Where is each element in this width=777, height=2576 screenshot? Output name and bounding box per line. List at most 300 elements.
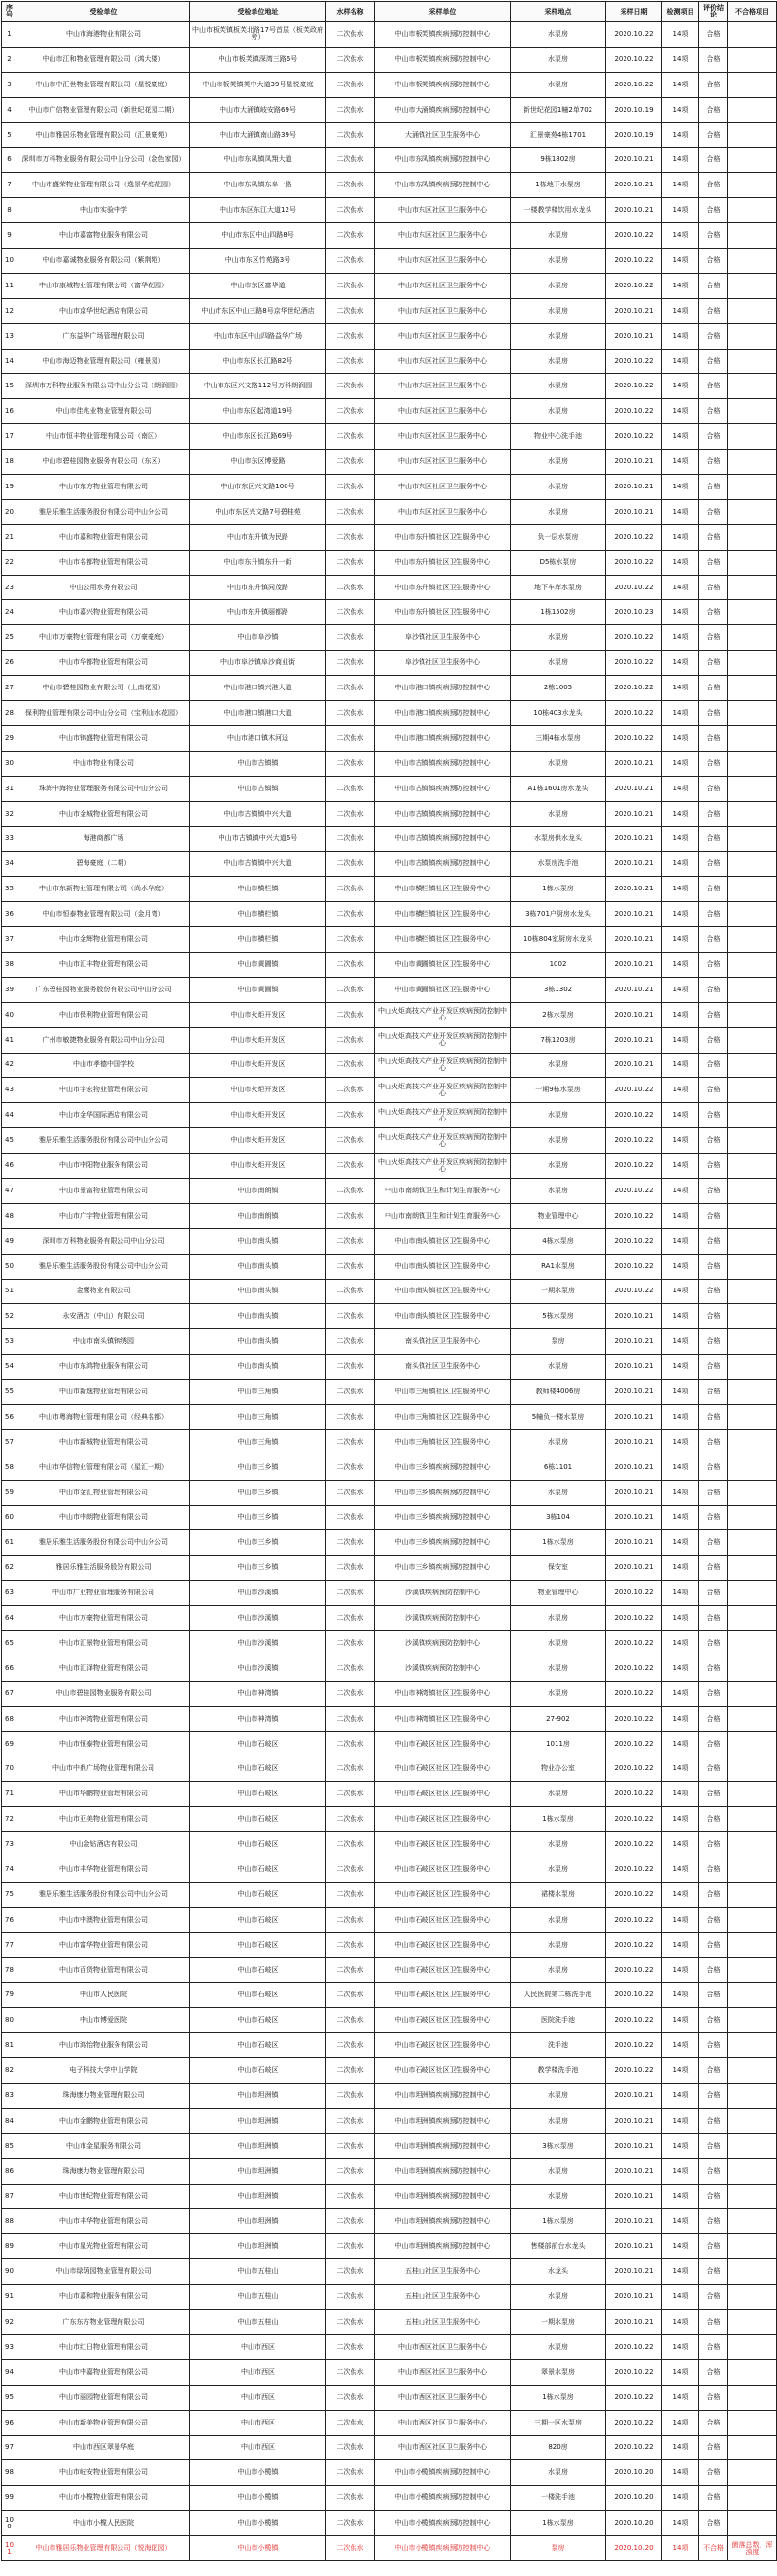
cell-test-items: 14项 (662, 701, 699, 726)
cell-sampling-unit: 中山市东区社区卫生服务中心 (375, 198, 511, 223)
cell-sampling-date: 2020.10.22 (606, 1807, 662, 1832)
cell-conclusion: 合格 (699, 1983, 728, 2008)
cell-sampling-date: 2020.10.22 (606, 701, 662, 726)
cell-failed-items (728, 2334, 777, 2359)
table-row (2, 575, 777, 600)
cell-test-items: 14项 (662, 1254, 699, 1279)
cell-sample-name: 二次供水 (326, 22, 375, 48)
cell-sampling-unit: 中山市南头镇社区卫生服务中心 (375, 1279, 511, 1304)
cell-sampling-location: 水泵房 (511, 1932, 606, 1957)
header-conclusion: 评价结论 (699, 2, 728, 22)
cell-test-items: 14项 (662, 575, 699, 600)
cell-inspected-unit: 中山市碧桂园物业服务有限公司 (17, 1681, 190, 1706)
table-row (2, 600, 777, 625)
cell-unit-address: 中山市小榄镇 (190, 2460, 326, 2486)
cell-index: 56 (2, 1404, 17, 1429)
cell-index: 57 (2, 1429, 17, 1455)
cell-sample-name: 二次供水 (326, 72, 375, 97)
cell-test-items: 14项 (662, 751, 699, 776)
cell-test-items: 14项 (662, 72, 699, 97)
cell-sampling-date: 2020.10.21 (606, 1380, 662, 1405)
cell-sampling-unit: 中山市三乡镇疾病预防控制中心 (375, 1480, 511, 1505)
cell-test-items: 14项 (662, 676, 699, 701)
cell-conclusion: 合格 (699, 1731, 728, 1756)
cell-test-items: 14项 (662, 1053, 699, 1078)
cell-failed-items (728, 2234, 777, 2259)
cell-sampling-unit: 中山市东区社区卫生服务中心 (375, 424, 511, 450)
cell-index: 5 (2, 122, 17, 148)
cell-inspected-unit: 中山市东新物业管理有限公司（尚水华庭） (17, 877, 190, 902)
cell-unit-address: 中山市东区长江路82号 (190, 349, 326, 374)
cell-sampling-location: A1栋1601房水龙头 (511, 776, 606, 801)
cell-inspected-unit: 中山市南头镇锦绣园 (17, 1329, 190, 1355)
table-row (2, 1631, 777, 1656)
cell-sample-name: 二次供水 (326, 1279, 375, 1304)
cell-index: 28 (2, 701, 17, 726)
cell-conclusion: 合格 (699, 223, 728, 249)
cell-sampling-unit: 中山市石岐区社区卫生服务中心 (375, 1957, 511, 1983)
cell-test-items: 14项 (662, 1581, 699, 1606)
cell-inspected-unit: 中山市华信物业管理有限公司（星汇一期） (17, 1455, 190, 1480)
cell-conclusion: 合格 (699, 1505, 728, 1530)
cell-sampling-date: 2020.10.22 (606, 1756, 662, 1782)
table-row (2, 1556, 777, 1581)
cell-index: 93 (2, 2334, 17, 2359)
cell-test-items: 14项 (662, 1103, 699, 1128)
table-row (2, 1404, 777, 1429)
cell-inspected-unit: 中山市汇景物业管理有限公司 (17, 1631, 190, 1656)
cell-unit-address: 中山市大涌镇岐安路69号 (190, 97, 326, 122)
cell-failed-items (728, 1178, 777, 1203)
cell-test-items: 14项 (662, 2209, 699, 2234)
cell-failed-items (728, 2310, 777, 2335)
cell-failed-items (728, 676, 777, 701)
cell-sampling-date: 2020.10.21 (606, 826, 662, 852)
table-row (2, 1480, 777, 1505)
cell-test-items: 14项 (662, 1983, 699, 2008)
cell-inspected-unit: 中山市丽园物业管理有限公司 (17, 2385, 190, 2410)
cell-sampling-location: 一楼教学楼饮用水龙头 (511, 198, 606, 223)
cell-sampling-unit: 中山市横栏镇社区卫生服务中心 (375, 902, 511, 927)
cell-failed-items (728, 1907, 777, 1932)
cell-conclusion: 合格 (699, 2184, 728, 2209)
cell-index: 46 (2, 1154, 17, 1179)
cell-inspected-unit: 雅居乐雅生活服务股份有限公司中山分公司 (17, 1882, 190, 1907)
cell-conclusion: 合格 (699, 676, 728, 701)
cell-sample-name: 二次供水 (326, 1581, 375, 1606)
cell-sampling-unit: 中山火炬高技术产业开发区疾病预防控制中心 (375, 1002, 511, 1027)
cell-inspected-unit: 中山市神湾物业管理有限公司 (17, 1706, 190, 1731)
cell-sampling-location: 7栋1203房 (511, 1027, 606, 1053)
cell-unit-address: 中山市南头镇 (190, 1279, 326, 1304)
cell-test-items: 14项 (662, 1530, 699, 1556)
cell-conclusion: 合格 (699, 249, 728, 274)
table-row (2, 952, 777, 977)
cell-sample-name: 二次供水 (326, 1329, 375, 1355)
table-row (2, 1656, 777, 1681)
cell-failed-items (728, 1053, 777, 1078)
cell-unit-address: 中山市古镇镇 (190, 751, 326, 776)
cell-sampling-date: 2020.10.21 (606, 173, 662, 198)
table-row (2, 1429, 777, 1455)
cell-sample-name: 二次供水 (326, 2435, 375, 2460)
cell-sampling-location: 820房 (511, 2435, 606, 2460)
cell-sampling-location: 水泵房 (511, 2108, 606, 2133)
cell-inspected-unit: 永安酒店（中山）有限公司 (17, 1304, 190, 1329)
table-row (2, 1581, 777, 1606)
cell-sampling-unit: 中山市西区社区卫生服务中心 (375, 2359, 511, 2385)
cell-index: 2 (2, 47, 17, 72)
cell-sample-name: 二次供水 (326, 475, 375, 500)
cell-sampling-unit: 中山市小榄镇疾病预防控制中心 (375, 2511, 511, 2536)
table-row (2, 852, 777, 877)
cell-index: 59 (2, 1480, 17, 1505)
cell-sampling-date: 2020.10.22 (606, 1203, 662, 1228)
cell-sampling-date: 2020.10.22 (606, 2008, 662, 2033)
cell-sampling-unit: 中山市黄圃镇社区卫生服务中心 (375, 952, 511, 977)
cell-inspected-unit: 中山市金星服务有限公司 (17, 2133, 190, 2158)
cell-sampling-date: 2020.10.22 (606, 1631, 662, 1656)
cell-sampling-location: 1栋水泵房 (511, 1807, 606, 1832)
cell-sample-name: 二次供水 (326, 424, 375, 450)
cell-sample-name: 二次供水 (326, 2108, 375, 2133)
cell-inspected-unit: 中山市碧桂园物业有限公司（上南花园） (17, 676, 190, 701)
table-row (2, 399, 777, 424)
cell-index: 99 (2, 2486, 17, 2511)
cell-sampling-unit: 中山市东区社区卫生服务中心 (375, 450, 511, 475)
cell-index: 89 (2, 2234, 17, 2259)
cell-inspected-unit: 中山市中朗物业管理有限公司 (17, 1505, 190, 1530)
cell-failed-items (728, 1254, 777, 1279)
cell-failed-items (728, 1782, 777, 1807)
cell-sampling-date: 2020.10.21 (606, 2108, 662, 2133)
cell-conclusion: 合格 (699, 2084, 728, 2109)
cell-test-items: 14项 (662, 2184, 699, 2209)
cell-conclusion: 合格 (699, 1656, 728, 1681)
cell-unit-address: 中山市小榄镇 (190, 2536, 326, 2561)
cell-failed-items (728, 198, 777, 223)
cell-test-items: 14项 (662, 22, 699, 48)
cell-conclusion: 合格 (699, 2310, 728, 2335)
cell-sampling-date: 2020.10.20 (606, 2486, 662, 2511)
cell-sampling-unit: 中山市小榄镇疾病预防控制中心 (375, 2536, 511, 2561)
cell-sampling-date: 2020.10.22 (606, 2385, 662, 2410)
cell-sampling-location: 1栋地下水泵房 (511, 173, 606, 198)
cell-test-items: 14项 (662, 323, 699, 349)
cell-sampling-location: 泵房 (511, 1329, 606, 1355)
cell-inspected-unit: 中山市嘉富物业服务有限公司 (17, 223, 190, 249)
cell-failed-items (728, 1756, 777, 1782)
header-sampling-location: 采样地点 (511, 2, 606, 22)
cell-conclusion: 合格 (699, 524, 728, 550)
cell-index: 48 (2, 1203, 17, 1228)
cell-sampling-unit: 中山市三角镇社区卫生服务中心 (375, 1380, 511, 1405)
cell-sampling-unit: 中山市石岐区社区卫生服务中心 (375, 2008, 511, 2033)
cell-unit-address: 中山市东区长江路69号 (190, 424, 326, 450)
cell-unit-address: 中山市西区 (190, 2410, 326, 2435)
cell-inspected-unit: 中山市百货物业管理有限公司 (17, 1957, 190, 1983)
table-row (2, 1983, 777, 2008)
cell-unit-address: 中山市坦洲镇 (190, 2234, 326, 2259)
cell-test-items: 14项 (662, 374, 699, 399)
cell-inspected-unit: 中山市雅居乐物业管理有限公司（汇景豪苑） (17, 122, 190, 148)
cell-sampling-location: 物业管理中心 (511, 1203, 606, 1228)
cell-test-items: 14项 (662, 2435, 699, 2460)
cell-sampling-date: 2020.10.22 (606, 2359, 662, 2385)
cell-conclusion: 合格 (699, 122, 728, 148)
cell-sampling-date: 2020.10.22 (606, 1606, 662, 1631)
table-row (2, 2310, 777, 2335)
cell-sample-name: 二次供水 (326, 1530, 375, 1556)
cell-conclusion: 合格 (699, 1455, 728, 1480)
cell-failed-items (728, 2033, 777, 2058)
table-row (2, 148, 777, 173)
cell-sample-name: 二次供水 (326, 1178, 375, 1203)
cell-sampling-unit: 中山市南朗镇卫生和计划生育服务中心 (375, 1178, 511, 1203)
table-row (2, 701, 777, 726)
table-row (2, 1932, 777, 1957)
cell-sampling-unit: 五桂山社区卫生服务中心 (375, 2285, 511, 2310)
cell-index: 71 (2, 1782, 17, 1807)
cell-failed-items (728, 701, 777, 726)
cell-sampling-location: 水泵房 (511, 223, 606, 249)
cell-failed-items (728, 2359, 777, 2385)
cell-index: 101 (2, 2536, 17, 2561)
cell-test-items: 14项 (662, 2334, 699, 2359)
cell-sampling-location: 新世纪花园1幢2单702 (511, 97, 606, 122)
cell-sampling-unit: 中山市东升镇社区卫生服务中心 (375, 524, 511, 550)
cell-index: 6 (2, 148, 17, 173)
cell-conclusion: 合格 (699, 2460, 728, 2486)
table-row (2, 2460, 777, 2486)
cell-index: 25 (2, 625, 17, 651)
cell-conclusion: 合格 (699, 1154, 728, 1179)
cell-inspected-unit: 中山公用水务有限公司 (17, 575, 190, 600)
cell-test-items: 14项 (662, 1606, 699, 1631)
header-index: 序号 (2, 2, 17, 22)
cell-inspected-unit: 中山市人民医院 (17, 1983, 190, 2008)
cell-failed-items (728, 651, 777, 676)
table-row (2, 1505, 777, 1530)
cell-sampling-location: 三期4栋水泵房 (511, 725, 606, 751)
cell-test-items: 14项 (662, 2234, 699, 2259)
cell-sample-name: 二次供水 (326, 524, 375, 550)
table-row (2, 2410, 777, 2435)
cell-failed-items (728, 1355, 777, 1380)
cell-conclusion: 合格 (699, 651, 728, 676)
cell-unit-address: 中山市石岐区 (190, 1983, 326, 2008)
table-row (2, 801, 777, 826)
cell-unit-address: 中山市东区博爱路 (190, 450, 326, 475)
cell-sample-name: 二次供水 (326, 1103, 375, 1128)
cell-conclusion: 合格 (699, 550, 728, 575)
cell-conclusion: 合格 (699, 1027, 728, 1053)
cell-conclusion: 合格 (699, 2334, 728, 2359)
cell-sample-name: 二次供水 (326, 1932, 375, 1957)
cell-sampling-location: 教学楼洗手池 (511, 2058, 606, 2084)
cell-index: 34 (2, 852, 17, 877)
cell-failed-items (728, 2008, 777, 2033)
cell-unit-address: 中山市东升镇为民路 (190, 524, 326, 550)
table-row (2, 475, 777, 500)
cell-unit-address: 中山市东升镇丽都路 (190, 600, 326, 625)
cell-sampling-unit: 中山市神湾镇社区卫生服务中心 (375, 1706, 511, 1731)
cell-failed-items (728, 1505, 777, 1530)
cell-index: 26 (2, 651, 17, 676)
cell-sampling-date: 2020.10.19 (606, 122, 662, 148)
cell-sampling-location: 水泵房 (511, 2158, 606, 2184)
cell-sampling-unit: 中山市坦洲镇疾病预防控制中心 (375, 2084, 511, 2109)
cell-test-items: 14项 (662, 1027, 699, 1053)
cell-sampling-date: 2020.10.19 (606, 97, 662, 122)
cell-index: 70 (2, 1756, 17, 1782)
header-test-items: 检测项目 (662, 2, 699, 22)
cell-conclusion: 合格 (699, 2108, 728, 2133)
cell-index: 62 (2, 1556, 17, 1581)
cell-inspected-unit: 中山市万豪物业管理有限公司 (17, 1606, 190, 1631)
cell-sampling-date: 2020.10.22 (606, 1832, 662, 1857)
cell-unit-address: 中山市南朗镇 (190, 1178, 326, 1203)
cell-sampling-unit: 中山火炬高技术产业开发区疾病预防控制中心 (375, 1027, 511, 1053)
table-row (2, 2033, 777, 2058)
cell-inspected-unit: 中山市东方物业管理有限公司 (17, 475, 190, 500)
cell-sampling-date: 2020.10.22 (606, 1228, 662, 1254)
cell-test-items: 14项 (662, 249, 699, 274)
table-row (2, 2536, 777, 2561)
cell-sampling-date: 2020.10.22 (606, 676, 662, 701)
cell-conclusion: 合格 (699, 2033, 728, 2058)
cell-sampling-location: 水泵房 (511, 72, 606, 97)
cell-sampling-date: 2020.10.22 (606, 725, 662, 751)
cell-test-items: 14项 (662, 1556, 699, 1581)
cell-unit-address: 中山市石岐区 (190, 2008, 326, 2033)
cell-unit-address: 中山市板芙镇深湾三路6号 (190, 47, 326, 72)
cell-inspected-unit: 中山市实验中学 (17, 198, 190, 223)
cell-conclusion: 合格 (699, 72, 728, 97)
cell-sampling-location: D5栋水泵房 (511, 550, 606, 575)
cell-sampling-location: 人民医院第二栋洗手池 (511, 1983, 606, 2008)
cell-sampling-unit: 中山市三乡镇疾病预防控制中心 (375, 1530, 511, 1556)
cell-sampling-date: 2020.10.21 (606, 1556, 662, 1581)
cell-test-items: 14项 (662, 2511, 699, 2536)
cell-conclusion: 合格 (699, 826, 728, 852)
table-row (2, 676, 777, 701)
table-row (2, 751, 777, 776)
cell-sampling-location: 水泵房 (511, 499, 606, 524)
cell-unit-address: 中山市火炬开发区 (190, 1128, 326, 1154)
cell-sampling-date: 2020.10.20 (606, 2460, 662, 2486)
cell-inspected-unit: 中山市金华国际酒店有限公司 (17, 1103, 190, 1128)
cell-unit-address: 中山市石岐区 (190, 1807, 326, 1832)
cell-inspected-unit: 中山市万豪物业管理有限公司（万豪豪庭） (17, 625, 190, 651)
cell-failed-items (728, 399, 777, 424)
cell-test-items: 14项 (662, 450, 699, 475)
cell-sampling-location: 水泵房 (511, 1832, 606, 1857)
cell-test-items: 14项 (662, 1756, 699, 1782)
cell-unit-address: 中山市西区 (190, 2359, 326, 2385)
cell-test-items: 14项 (662, 148, 699, 173)
cell-sampling-date: 2020.10.21 (606, 2310, 662, 2335)
cell-failed-items (728, 2184, 777, 2209)
cell-sample-name: 二次供水 (326, 2133, 375, 2158)
cell-test-items: 14项 (662, 550, 699, 575)
cell-sampling-date: 2020.10.22 (606, 2410, 662, 2435)
cell-sampling-location: 水泵房 (511, 1631, 606, 1656)
table-row (2, 198, 777, 223)
cell-index: 11 (2, 273, 17, 298)
cell-index: 54 (2, 1355, 17, 1380)
cell-inspected-unit: 中山市广信物业管理有限公司（新世纪花园二期） (17, 97, 190, 122)
cell-inspected-unit: 中山市粤海物业管理有限公司（经典名都） (17, 1404, 190, 1429)
cell-sample-name: 二次供水 (326, 122, 375, 148)
cell-sampling-unit: 沙溪镇疾病预防控制中心 (375, 1606, 511, 1631)
cell-unit-address: 中山市南头镇 (190, 1228, 326, 1254)
cell-conclusion: 合格 (699, 198, 728, 223)
cell-sampling-location: 保安室 (511, 1556, 606, 1581)
cell-sampling-location: 水泵房 (511, 2084, 606, 2109)
cell-test-items: 14项 (662, 902, 699, 927)
table-row (2, 374, 777, 399)
table-row (2, 1128, 777, 1154)
cell-conclusion: 合格 (699, 1832, 728, 1857)
table-row (2, 2435, 777, 2460)
cell-sampling-location: 水泵房 (511, 651, 606, 676)
cell-sampling-location: 一期水泵房 (511, 1279, 606, 1304)
cell-failed-items (728, 826, 777, 852)
cell-sample-name: 二次供水 (326, 298, 375, 323)
cell-failed-items (728, 1807, 777, 1832)
cell-sample-name: 二次供水 (326, 349, 375, 374)
cell-inspected-unit: 中山市汇泽物业管理有限公司 (17, 1656, 190, 1681)
cell-conclusion: 合格 (699, 1053, 728, 1078)
cell-sampling-unit: 中山市东升镇社区卫生服务中心 (375, 550, 511, 575)
cell-inspected-unit: 中山市绿荫园物业管理有限公司 (17, 2259, 190, 2285)
cell-inspected-unit: 中山市海港物业有限公司 (17, 22, 190, 48)
cell-test-items: 14项 (662, 1832, 699, 1857)
cell-sampling-location: 水泵房 (511, 1656, 606, 1681)
cell-sampling-date: 2020.10.22 (606, 1254, 662, 1279)
cell-sampling-date: 2020.10.21 (606, 1404, 662, 1429)
cell-index: 77 (2, 1932, 17, 1957)
cell-unit-address: 中山市南头镇 (190, 1304, 326, 1329)
cell-test-items: 14项 (662, 524, 699, 550)
cell-sample-name: 二次供水 (326, 148, 375, 173)
cell-failed-items (728, 1027, 777, 1053)
cell-conclusion: 合格 (699, 701, 728, 726)
cell-inspected-unit: 中山市中阳物业服务有限公司 (17, 1154, 190, 1179)
cell-inspected-unit: 广东益华广场管理有限公司 (17, 323, 190, 349)
cell-inspected-unit: 中山市汇丰物业管理有限公司 (17, 952, 190, 977)
cell-conclusion: 合格 (699, 399, 728, 424)
cell-index: 3 (2, 72, 17, 97)
cell-index: 81 (2, 2033, 17, 2058)
cell-inspected-unit: 广东东方物业管理有限公司 (17, 2310, 190, 2335)
cell-conclusion: 合格 (699, 97, 728, 122)
cell-sampling-location: 水泵房 (511, 1907, 606, 1932)
cell-test-items: 14项 (662, 47, 699, 72)
cell-inspected-unit: 中山市丰华物业管理有限公司 (17, 2209, 190, 2234)
table-row (2, 550, 777, 575)
cell-test-items: 14项 (662, 424, 699, 450)
cell-conclusion: 合格 (699, 499, 728, 524)
cell-sampling-location: 1栋1502房 (511, 600, 606, 625)
cell-failed-items (728, 1304, 777, 1329)
cell-sampling-location: 水泵房 (511, 751, 606, 776)
cell-sampling-date: 2020.10.22 (606, 1907, 662, 1932)
cell-sampling-unit: 中山市石岐区社区卫生服务中心 (375, 1782, 511, 1807)
header-sampling-unit: 采样单位 (375, 2, 511, 22)
cell-sampling-unit: 中山市东区社区卫生服务中心 (375, 374, 511, 399)
